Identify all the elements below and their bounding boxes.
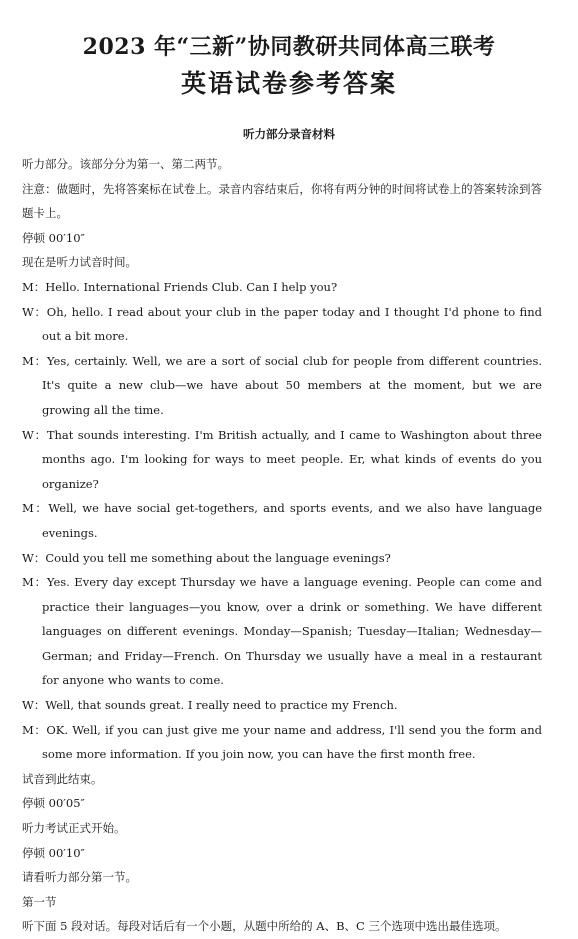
dialogue-line: M：OK. Well, if you can just give me your name and address, I'll send you the form and some more information. If you join now, you can have the first month free. xyxy=(22,722,542,762)
instruction-text: 听力部分。该部分分为第一、第二两节。 xyxy=(22,157,229,171)
document-title: 2023 年“三新”协同教研共同体高三联考 xyxy=(82,34,496,60)
section-label: 第一节 xyxy=(22,894,57,909)
section-heading: 听力部分录音材料 xyxy=(243,127,335,141)
instruction-text: 请看听力部分第一节。 xyxy=(22,870,137,885)
transcript-body xyxy=(22,152,542,939)
document-subtitle: 英语试卷参考答案 xyxy=(180,69,397,98)
dialogue-line: M：Well, we have social get-togethers, and sports events, and we also have language evenings. xyxy=(22,501,542,540)
dialogue-line: W：Well, that sounds great. I really need to practice my French. xyxy=(22,698,398,713)
dialogue-line: W：Could you tell me something about the language evenings? xyxy=(22,550,391,565)
dialogue-line: W：Oh, hello. I read about your club in the paper today and I thought I'd phone to find out a bit more. xyxy=(22,304,542,344)
instruction-text: 听力考试正式开始。 xyxy=(22,821,126,836)
dialogue-line: M：Yes, certainly. Well, we are a sort of social club for people from different countries. It's quite a new club—we have about 50 members at the moment, but we are growing all the time. xyxy=(22,353,542,417)
pause-marker: 停顿 00′10″ xyxy=(22,230,85,245)
pause-marker: 停顿 00′10″ xyxy=(22,845,85,860)
pause-marker: 停顿 00′05″ xyxy=(22,796,85,811)
dialogue-line: M：Hello. International Friends Club. Can I help you? xyxy=(22,279,338,294)
instruction-text: 注意：做题时，先将答案标在试卷上。录音内容结束后，你将有两分钟的时间将试卷上的答案转涂到答题卡上。 xyxy=(22,181,542,221)
instruction-text: 试音到此结束。 xyxy=(22,771,103,786)
dialogue-line: W：That sounds interesting. I'm British actually, and I came to Washington about three months ago. I'm looking for ways to meet people. Er, what kinds of events do you organize? xyxy=(22,427,542,491)
dialogue-line: M：Yes. Every day except Thursday we have a language evening. People can come and practice their languages—you know, over a drink or something. We have different languages on different evenings. Monday—Spanish; Tuesday—Italian; Wednesday—German; and Friday—French. On Thursday we usually have a meal in a restaurant for anyone who wants to come. xyxy=(22,575,542,688)
instruction-text: 听下面 5 段对话。每段对话后有一个小题，从题中所给的 A、B、C 三个选项中选出最佳选项。 xyxy=(22,919,507,934)
instruction-text: 现在是听力试音时间。 xyxy=(22,255,137,270)
